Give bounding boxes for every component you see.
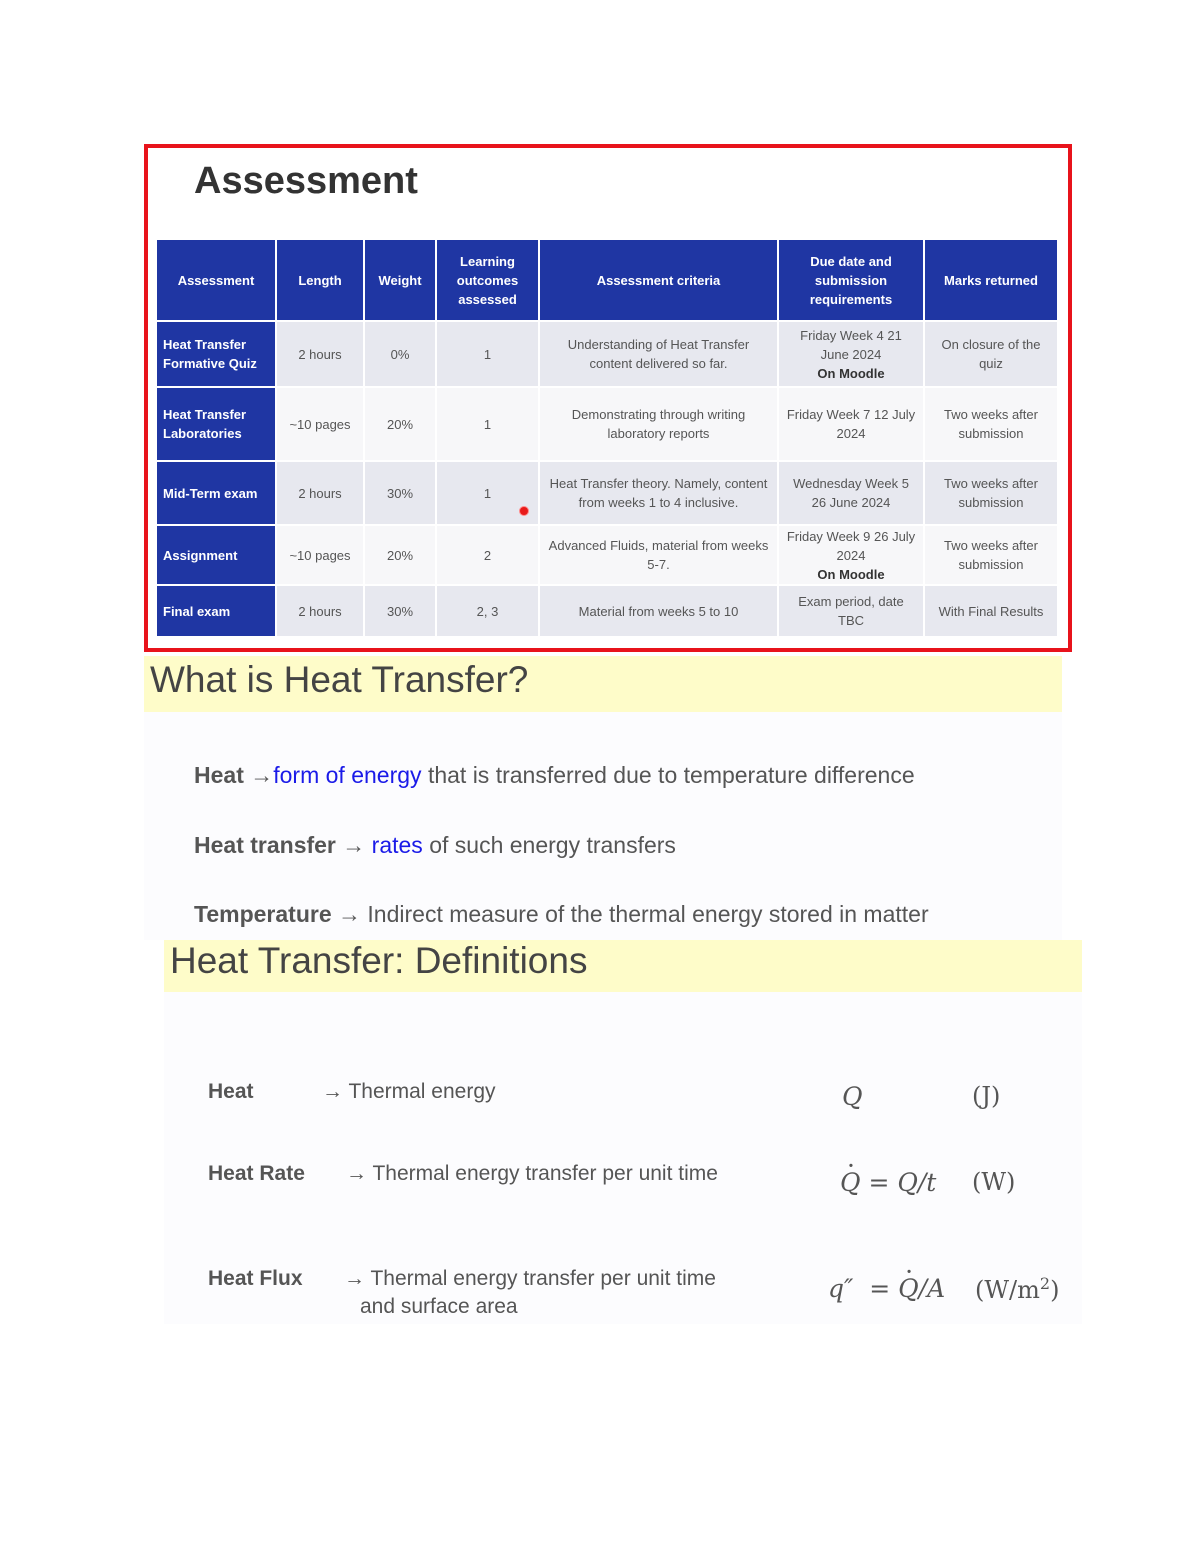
row-due-date: Wednesday Week 5 26 June 2024 — [793, 476, 909, 510]
heat-term: Heat — [194, 762, 244, 788]
row-assessment-name: Assignment — [157, 526, 277, 586]
assessment-title: Assessment — [194, 160, 418, 202]
row-criteria: Heat Transfer theory. Namely, content from weeks 1 to 4 inclusive. — [540, 462, 779, 526]
heat-symbol: Q — [842, 1082, 863, 1111]
heat-definition — [194, 762, 915, 789]
row-weight: 20% — [365, 526, 437, 586]
what-is-heat-transfer-title: What is Heat Transfer? — [144, 656, 1062, 712]
row-due — [779, 322, 925, 388]
row-returned: Two weeks after submission — [925, 462, 1059, 526]
row-criteria: Advanced Fluids, material from weeks 5-7. — [540, 526, 779, 586]
row-due-note: On Moodle — [817, 566, 885, 582]
heat-rate-term-label: Heat Rate — [208, 1162, 305, 1185]
row-returned: With Final Results — [925, 586, 1059, 638]
row-due-date: Friday Week 9 26 July 2024 — [786, 528, 916, 563]
arrow-icon: → — [338, 901, 362, 927]
row-due — [779, 586, 925, 638]
row-due — [779, 462, 925, 526]
row-due-note: On Moodle — [817, 365, 885, 381]
row-assessment-name: Heat Transfer Laboratories — [157, 388, 277, 462]
row-outcomes: 2 — [437, 526, 540, 586]
row-returned: Two weeks after submission — [925, 526, 1059, 586]
row-outcomes: 1 — [437, 322, 540, 388]
row-returned: On closure of the quiz — [925, 322, 1059, 388]
header-marks-returned: Marks returned — [925, 240, 1059, 322]
row-due-date: Friday Week 4 21 June 2024 — [800, 327, 902, 362]
header-due-date: Due date and submission requirements — [779, 240, 925, 322]
temperature-description: Indirect measure of the thermal energy stored in matter — [367, 901, 929, 927]
table-row — [157, 526, 1059, 586]
row-criteria: Understanding of Heat Transfer content delivered so far. — [540, 322, 779, 388]
heat-flux-unit: $(W/m^2)$ — [975, 1274, 1060, 1304]
row-assessment-name: Heat Transfer Formative Quiz — [157, 322, 277, 388]
definitions-title: Heat Transfer: Definitions — [164, 940, 1082, 992]
heat-unit: (J) — [972, 1082, 1001, 1110]
row-length: 2 hours — [277, 322, 365, 388]
header-assessment: Assessment — [157, 240, 277, 322]
row-weight: 0% — [365, 322, 437, 388]
row-due-date: Exam period, date TBC — [798, 594, 904, 628]
heat-transfer-term: Heat transfer — [194, 832, 336, 858]
laser-pointer-dot — [519, 506, 529, 516]
row-due — [779, 388, 925, 462]
table-row — [157, 462, 1059, 526]
row-due — [779, 526, 925, 586]
row-returned: Two weeks after submission — [925, 388, 1059, 462]
heat-highlight: form of energy — [273, 762, 422, 788]
assessment-slide — [144, 144, 1072, 652]
temperature-term: Temperature — [194, 901, 332, 927]
heat-quantity-description: → Thermal energy — [322, 1080, 496, 1103]
row-weight: 20% — [365, 388, 437, 462]
table-header-row — [157, 240, 1059, 322]
table-row — [157, 586, 1059, 638]
arrow-icon: → — [342, 832, 366, 858]
row-length: 2 hours — [277, 462, 365, 526]
row-length: ~10 pages — [277, 388, 365, 462]
row-outcomes: 1 — [437, 462, 540, 526]
heat-description: that is transferred due to temperature difference — [427, 762, 915, 788]
row-weight: 30% — [365, 586, 437, 638]
heat-flux-description-line2: and surface area — [360, 1295, 518, 1318]
arrow-icon: → — [250, 762, 274, 788]
heat-flux-formula: q″ = · Q/A — [828, 1274, 945, 1303]
row-criteria: Material from weeks 5 to 10 — [540, 586, 779, 638]
row-assessment-name: Mid-Term exam — [157, 462, 277, 526]
heat-flux-term-label: Heat Flux — [208, 1267, 303, 1290]
header-criteria: Assessment criteria — [540, 240, 779, 322]
heat-transfer-definition — [194, 832, 676, 859]
assessment-table — [157, 240, 1059, 638]
header-weight: Weight — [365, 240, 437, 322]
table-row — [157, 388, 1059, 462]
row-weight: 30% — [365, 462, 437, 526]
temperature-definition — [194, 901, 929, 928]
table-row — [157, 322, 1059, 388]
heat-quantity-term — [208, 1080, 254, 1104]
row-length: ~10 pages — [277, 526, 365, 586]
heat-rate-unit: (W) — [972, 1168, 1016, 1196]
row-criteria: Demonstrating through writing laboratory reports — [540, 388, 779, 462]
heat-rate-description: → Thermal energy transfer per unit time — [346, 1162, 718, 1185]
heat-flux-description: → Thermal energy transfer per unit time — [344, 1267, 716, 1290]
row-outcomes: 2, 3 — [437, 586, 540, 638]
heat-transfer-description: of such energy transfers — [429, 832, 676, 858]
heat-term-label: Heat — [208, 1080, 254, 1103]
row-length: 2 hours — [277, 586, 365, 638]
header-learning-outcomes: Learning outcomes assessed — [437, 240, 540, 322]
heat-flux-term — [208, 1267, 303, 1291]
heat-transfer-highlight: rates — [371, 832, 423, 858]
row-outcomes: 1 — [437, 388, 540, 462]
heat-rate-formula: · Q = Q/t — [840, 1168, 936, 1197]
heat-flux-unit-label: (W/m — [975, 1276, 1040, 1304]
header-length: Length — [277, 240, 365, 322]
row-due-date: Friday Week 7 12 July 2024 — [786, 407, 916, 441]
heat-rate-term — [208, 1162, 305, 1186]
row-assessment-name: Final exam — [157, 586, 277, 638]
